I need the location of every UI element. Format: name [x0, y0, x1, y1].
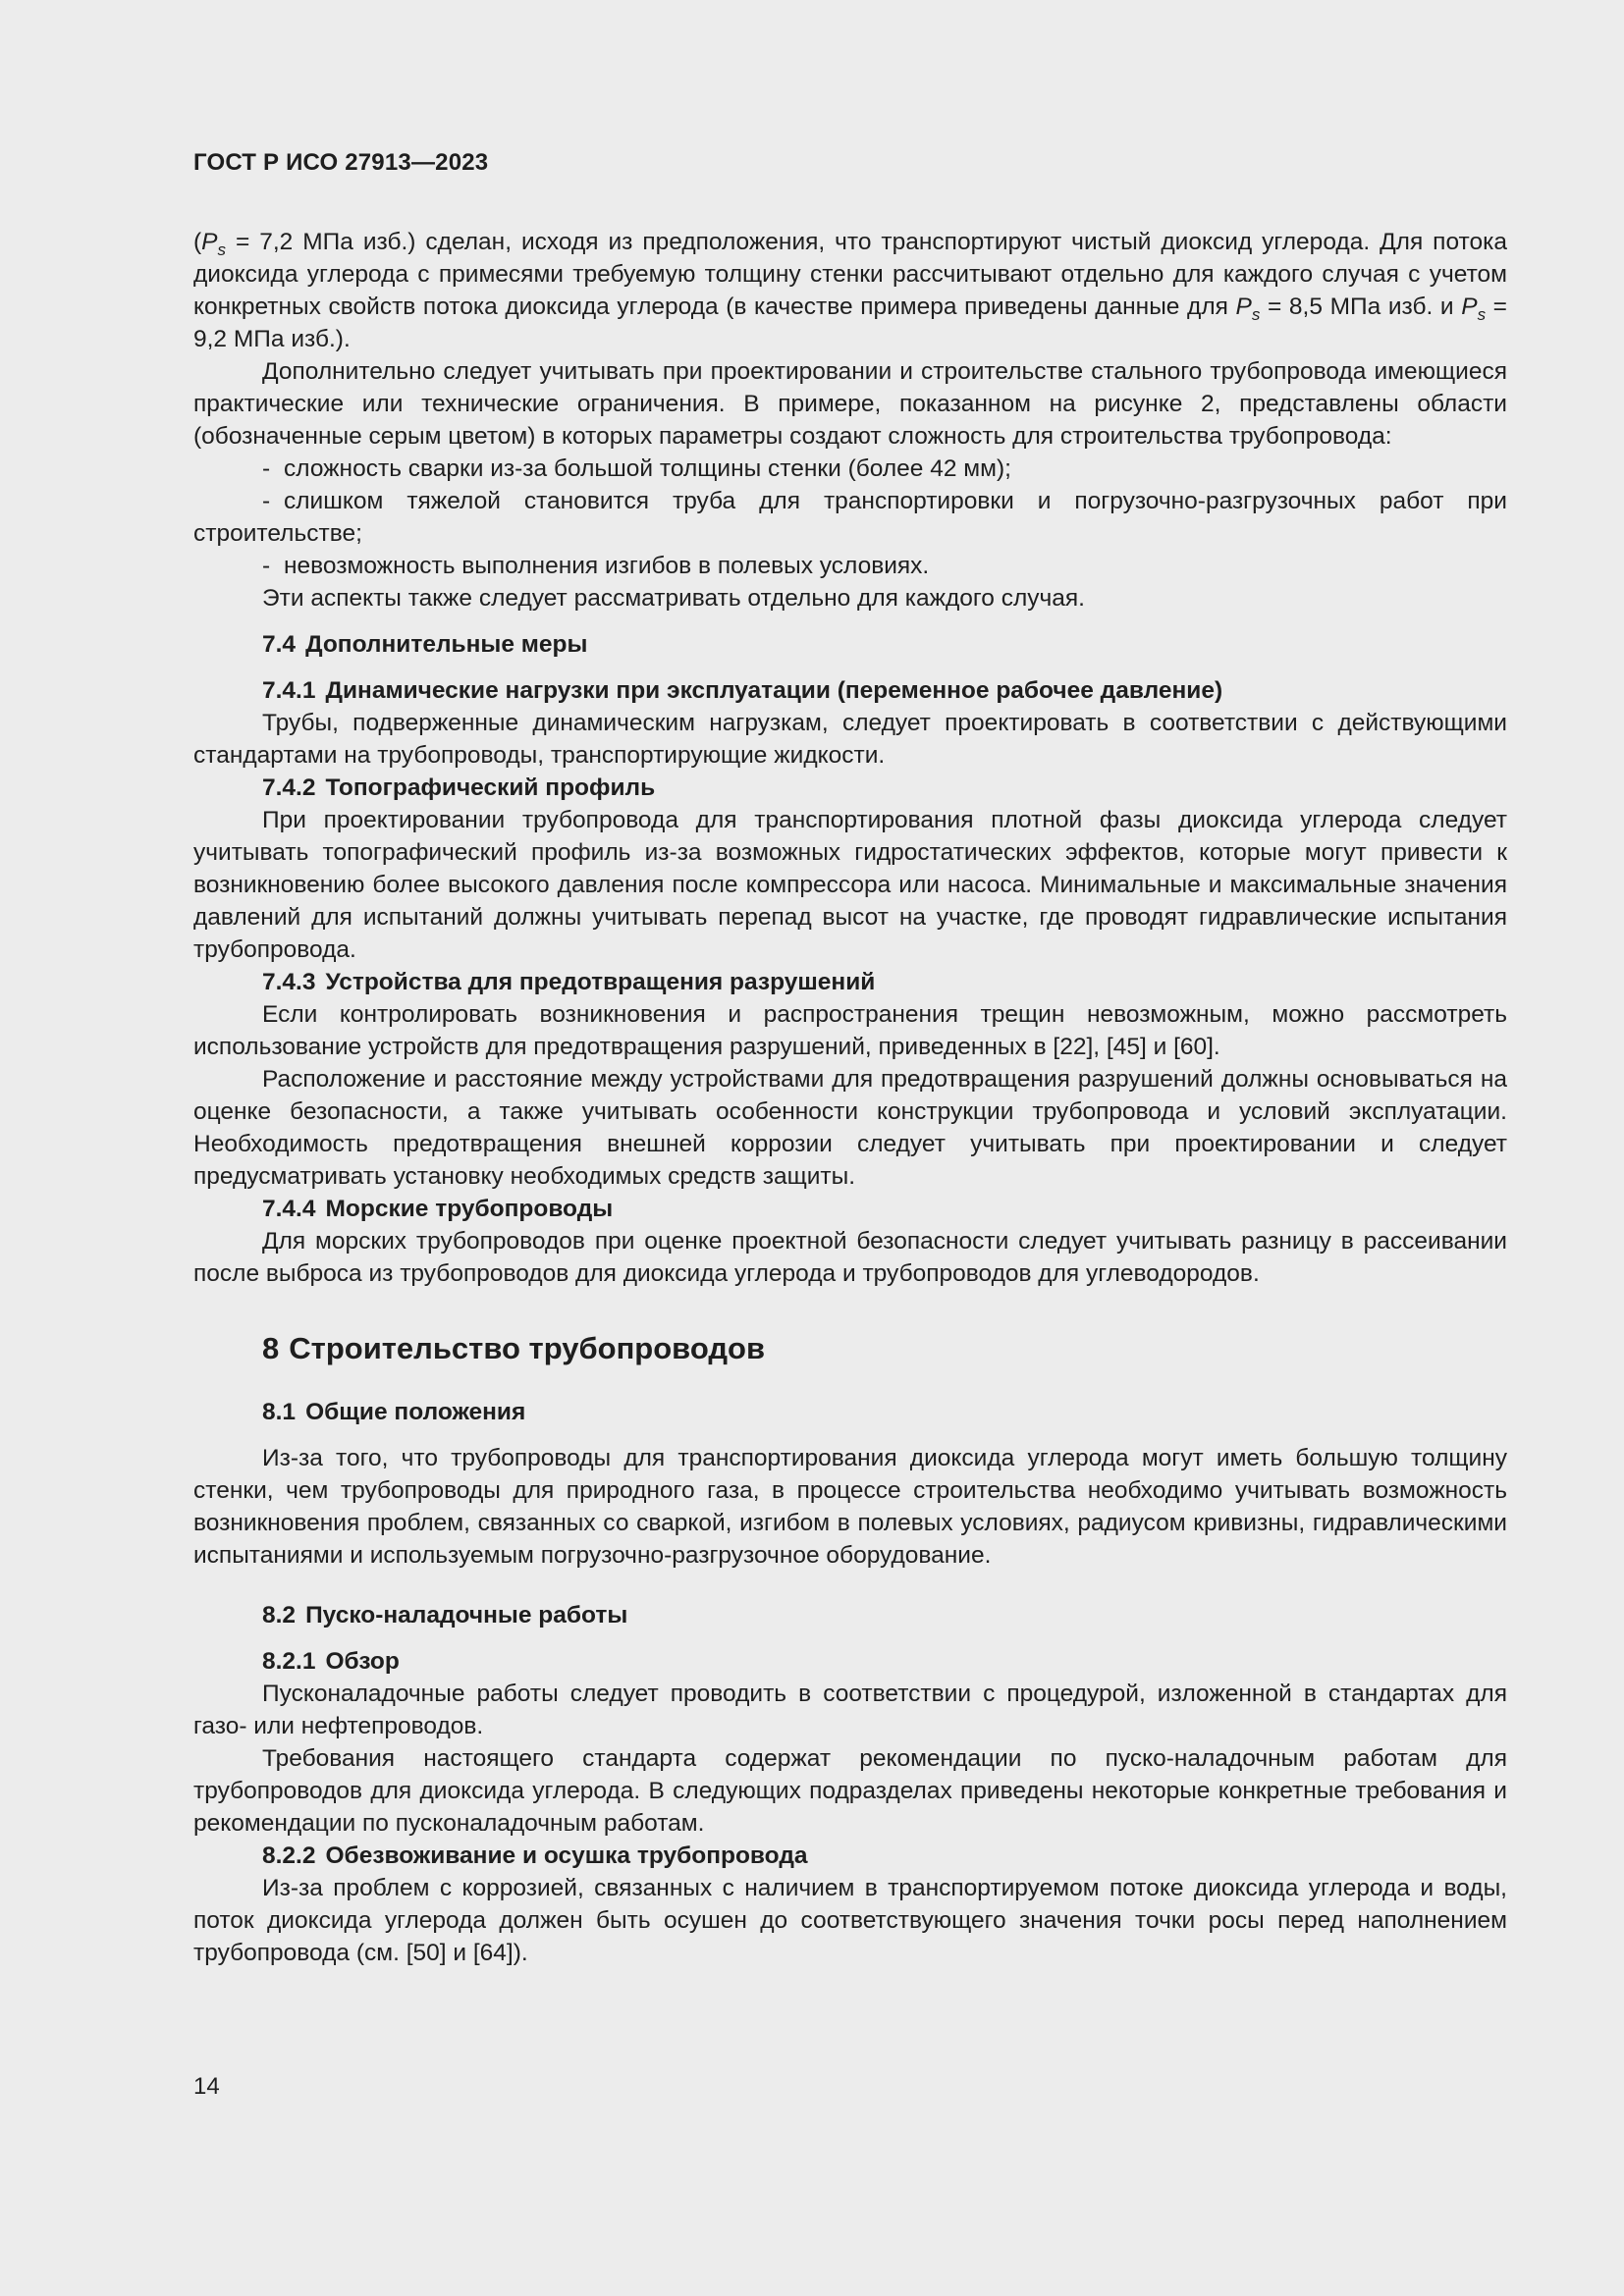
section-heading-8-2-1: 8.2.1 Обзор	[262, 1648, 400, 1675]
list-item: - сложность сварки из-за большой толщины стенки (более 42 мм);	[262, 455, 1011, 482]
section-heading-8-2-2: 8.2.2 Обезвоживание и осушка трубопровода	[262, 1842, 808, 1869]
section-heading-7-4-2: 7.4.2 Топографический профиль	[262, 774, 656, 801]
section-heading-7-4-4: 7.4.4 Морские трубопроводы	[262, 1196, 614, 1222]
paragraph-8-2-1-a: Пусконаладочные работы следует проводить в соответствии с процедурой, изложенной в стандартах для газо- или нефтепроводов.	[193, 1681, 1507, 1739]
standard-title: ГОСТ Р ИСО 27913—2023	[193, 149, 489, 176]
paragraph-7-4-2: При проектировании трубопровода для транспортирования плотной фазы диоксида углерода следует учитывать топографический профиль из-за возможных гидростатических эффектов, которые могут привести к возникновению более высокого давления после компрессора или насоса. Минимальные и максимальные значения давлений для испытаний должны учитывать перепад высот на участке, где проводят гидравлические испытания трубопровода.	[193, 807, 1507, 963]
paragraph-7-4-3-b: Расположение и расстояние между устройствами для предотвращения разрушений должны основываться на оценке безопасности, а также учитывать особенности конструкции трубопровода и условий эксплуатации. Необходимость предотвращения внешней коррозии следует учитывать при проектировании и следует предусматривать установку необходимых средств защиты.	[193, 1066, 1507, 1190]
paragraph-8-2-1-b: Требования настоящего стандарта содержат рекомендации по пуско-наладочным работам для трубопроводов для диоксида углерода. В следующих подразделах приведены некоторые конкретные требования и рекомендации по пусконаладочным работам.	[193, 1745, 1507, 1837]
section-heading-7-4-1: 7.4.1 Динамические нагрузки при эксплуатации (переменное рабочее давление)	[262, 677, 1223, 704]
list-item: - невозможность выполнения изгибов в полевых условиях.	[262, 553, 930, 579]
section-heading-8-2: 8.2 Пуско-наладочные работы	[262, 1602, 628, 1629]
paragraph-8-1: Из-за того, что трубопроводы для транспортирования диоксида углерода могут иметь большую толщину стенки, чем трубопроводы для природного газа, в процессе строительства необходимо учитывать возможность возникновения проблем, связанных со сваркой, изгибом в полевых условиях, радиусом кривизны, гидравлическими испытаниями и используемым погрузочно-разгрузочное оборудование.	[193, 1445, 1507, 1569]
paragraph-constraints: Дополнительно следует учитывать при проектировании и строительстве стального трубопровода имеющиеся практические или технические ограничения. В примере, показанном на рисунке 2, представлены области (обозначенные серым цветом) в которых параметры создают сложность для строительства трубопровода:	[193, 358, 1507, 450]
paragraph-pressure-assumption: ($P_s = 7,2$ МПа изб.) сделан, исходя из предположения, что транспортируют чистый диоксид углерода. Для потока диоксида углерода с примесями требуемую толщину стенки рассчитывают отдельно для каждого случая с учетом конкретных свойств потока диоксида углерода (в качестве примера приведены данные для $P_s = 8,5$ МПа изб. и $P_s = 9,2$ МПа изб.).	[193, 229, 1507, 352]
chapter-heading-8: 8 Строительство трубопроводов	[262, 1331, 766, 1365]
section-heading-8-1: 8.1 Общие положения	[262, 1399, 526, 1425]
list-item: - слишком тяжелой становится труба для транспортировки и погрузочно-разгрузочных работ при строительстве;	[193, 488, 1507, 547]
page-number: 14	[193, 2073, 220, 2100]
paragraph-7-4-3-a: Если контролировать возникновения и распространения трещин невозможным, можно рассмотреть использование устройств для предотвращения разрушений, приведенных в [22], [45] и [60].	[193, 1001, 1507, 1060]
paragraph-7-4-1: Трубы, подверженные динамическим нагрузкам, следует проектировать в соответствии с действующими стандартами на трубопроводы, транспортирующие жидкости.	[193, 710, 1507, 769]
section-heading-7-4: 7.4 Дополнительные меры	[262, 631, 588, 658]
document-body	[193, 226, 1507, 1969]
paragraph-8-2-2: Из-за проблем с коррозией, связанных с наличием в транспортируемом потоке диоксида углерода и воды, поток диоксида углерода должен быть осушен до соответствующего значения точки росы перед наполнением трубопровода (см. [50] и [64]).	[193, 1875, 1507, 1966]
paragraph-aspects: Эти аспекты также следует рассматривать отдельно для каждого случая.	[262, 585, 1085, 612]
paragraph-7-4-4: Для морских трубопроводов при оценке проектной безопасности следует учитывать разницу в рассеивании после выброса из трубопроводов для диоксида углерода и трубопроводов для углеводородов.	[193, 1228, 1507, 1287]
section-heading-7-4-3: 7.4.3 Устройства для предотвращения разрушений	[262, 969, 876, 995]
